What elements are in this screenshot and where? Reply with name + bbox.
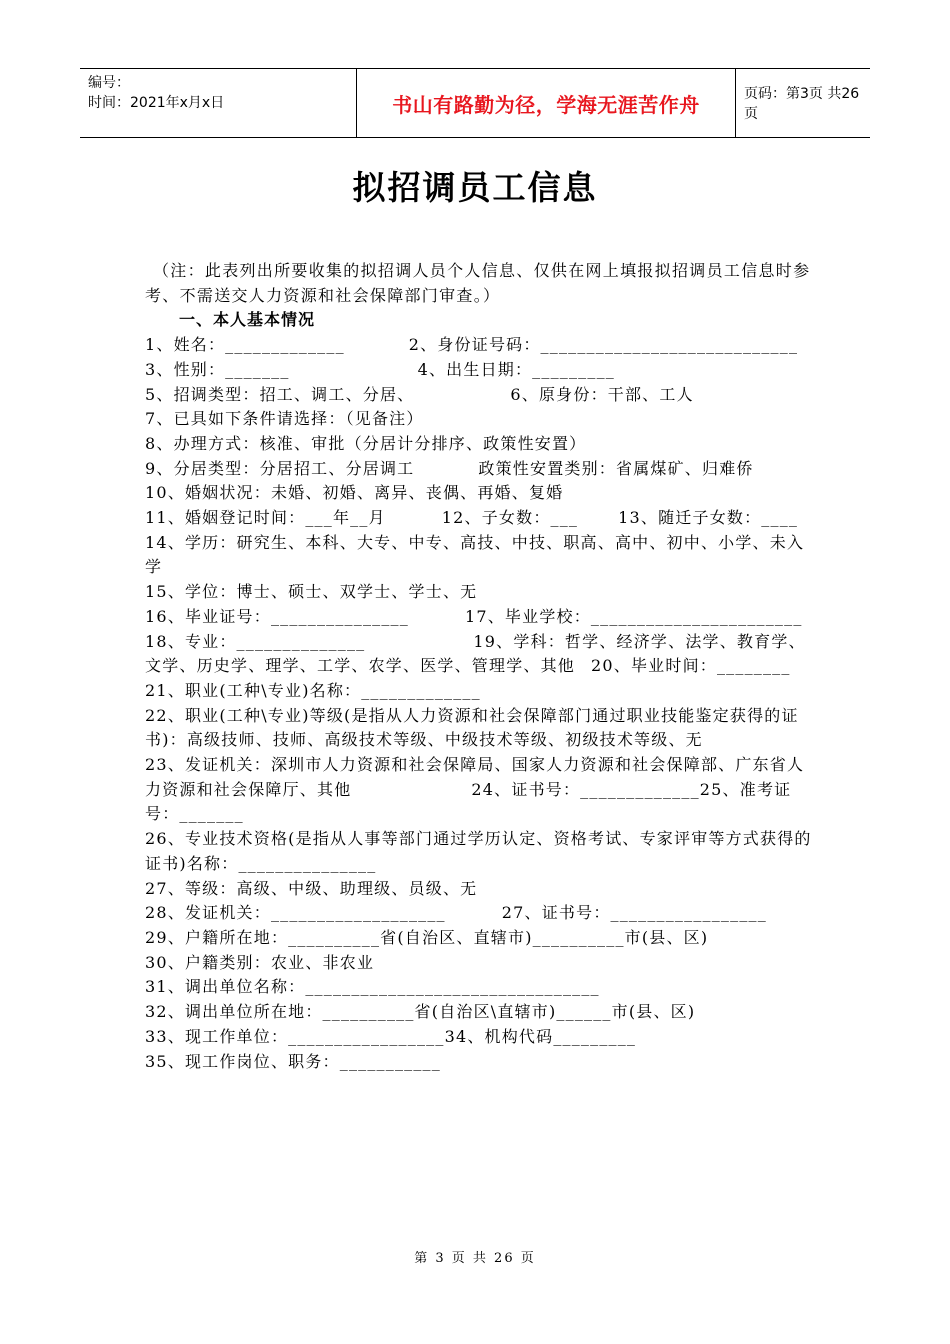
field-occupation-level: 22、职业(工种\专业)等级(是指从人力资源和社会保障部门通过职业技能鉴定获得的证书)：高级技师、技师、高级技术等级、中级技术等级、初级技术等级、无 xyxy=(145,705,799,750)
field-current-position: 35、现工作岗位、职务：___________ xyxy=(145,1051,441,1071)
field-certificate-number-2: 27、证书号：_________________ xyxy=(501,903,767,923)
field-children-count: 12、子女数：___ xyxy=(441,508,579,528)
field-line xyxy=(145,1025,820,1050)
section-heading: 一、本人基本情况 xyxy=(179,310,316,330)
page-header xyxy=(80,68,870,138)
document-time: 时间：2021年x月x日 xyxy=(88,95,225,111)
document-body xyxy=(145,259,820,1074)
document-number-label: 编号： xyxy=(88,75,130,91)
field-discipline: 19、学科：哲学、经济学、法学、教育学、文学、历史学、理学、工学、农学、医学、管理学、其他 xyxy=(145,631,806,676)
field-major: 18、专业：______________ xyxy=(145,631,366,651)
field-marital-status: 10、婚姻状况：未婚、初婚、离异、丧偶、再婚、复婚 xyxy=(145,483,564,503)
field-org-code: 34、机构代码_________ xyxy=(444,1026,637,1046)
field-name: 1、姓名：_____________ xyxy=(145,335,345,355)
field-line xyxy=(145,753,820,827)
field-issuing-authority: 23、发证机关：深圳市人力资源和社会保障局、国家人力资源和社会保障部、广东省人力资源和社会保障厅、其他 xyxy=(145,755,805,799)
field-grade: 27、等级：高级、中级、助理级、员级、无 xyxy=(145,878,478,898)
field-admission-ticket: 25、准考证号：_______ xyxy=(145,779,792,824)
page-footer: 第 3 页 共 26 页 xyxy=(414,1251,536,1266)
field-conditions: 7、已具如下条件请选择：（见备注） xyxy=(145,409,424,429)
field-line xyxy=(145,383,820,408)
field-line xyxy=(145,605,820,630)
field-certificate-number: 24、证书号：_____________ xyxy=(471,779,700,799)
field-line xyxy=(145,457,820,482)
header-meta xyxy=(88,73,278,113)
field-marriage-date: 11、婚姻登记时间：___年__月 xyxy=(145,508,386,528)
field-line xyxy=(145,630,820,679)
field-migrating-children: 13、随迁子女数：____ xyxy=(618,508,799,528)
header-motto: 书山有路勤为径，学海无涯苦作舟 xyxy=(356,69,736,137)
field-original-identity: 6、原身份：干部、工人 xyxy=(510,384,694,404)
field-line xyxy=(145,901,820,926)
field-line xyxy=(145,506,820,531)
field-graduate-school: 17、毕业学校：_______________________ xyxy=(464,606,803,626)
field-birth-date: 4、出生日期：_________ xyxy=(417,359,615,379)
field-gender: 3、性别：_______ xyxy=(145,359,290,379)
field-degree: 15、学位：博士、硕士、双学士、学士、无 xyxy=(145,582,478,602)
field-separation-type: 9、分居类型：分居招工、分居调工 xyxy=(145,458,415,478)
field-id-number: 2、身份证号码：____________________________ xyxy=(408,335,799,355)
field-graduation-time: 20、毕业时间：________ xyxy=(591,656,791,676)
field-line xyxy=(145,358,820,383)
field-transfer-unit-location: 32、调出单位所在地：__________省(自治区\直辖市)______市(县、区) xyxy=(145,1002,696,1022)
field-diploma-number: 16、毕业证号：_______________ xyxy=(145,606,409,626)
field-issuing-authority-2: 28、发证机关：___________________ xyxy=(145,903,446,923)
field-processing-method: 8、办理方式：核准、审批（分居计分排序、政策性安置） xyxy=(145,433,587,453)
field-recruit-type: 5、招调类型：招工、调工、分居、 xyxy=(145,384,415,404)
field-household-location: 29、户籍所在地：__________省(自治区、直辖市)__________市(县、区) xyxy=(145,927,709,947)
header-page-info: 页码：第3页 共26页 xyxy=(744,86,860,122)
field-transfer-unit-name: 31、调出单位名称：________________________________ xyxy=(145,977,600,997)
field-education: 14、学历：研究生、本科、大专、中专、高技、中技、职高、高中、初中、小学、未入学 xyxy=(145,532,805,577)
field-line xyxy=(145,333,820,358)
field-household-type: 30、户籍类别：农业、非农业 xyxy=(145,952,375,972)
field-policy-placement: 政策性安置类别：省属煤矿、归难侨 xyxy=(478,458,754,478)
field-professional-qualification: 26、专业技术资格(是指从人事等部门通过学历认定、资格考试、专家评审等方式获得的证书)名称：_______________ xyxy=(145,829,812,873)
field-occupation-name: 21、职业(工种\专业)名称：_____________ xyxy=(145,680,481,700)
document-title: 拟招调员工信息 xyxy=(352,168,598,207)
field-current-employer: 33、现工作单位：_________________ xyxy=(145,1026,445,1046)
note-paragraph: （注：此表列出所要收集的拟招调人员个人信息、仅供在网上填报拟招调员工信息时参考、不需送交人力资源和社会保障部门审查。） xyxy=(145,261,811,305)
